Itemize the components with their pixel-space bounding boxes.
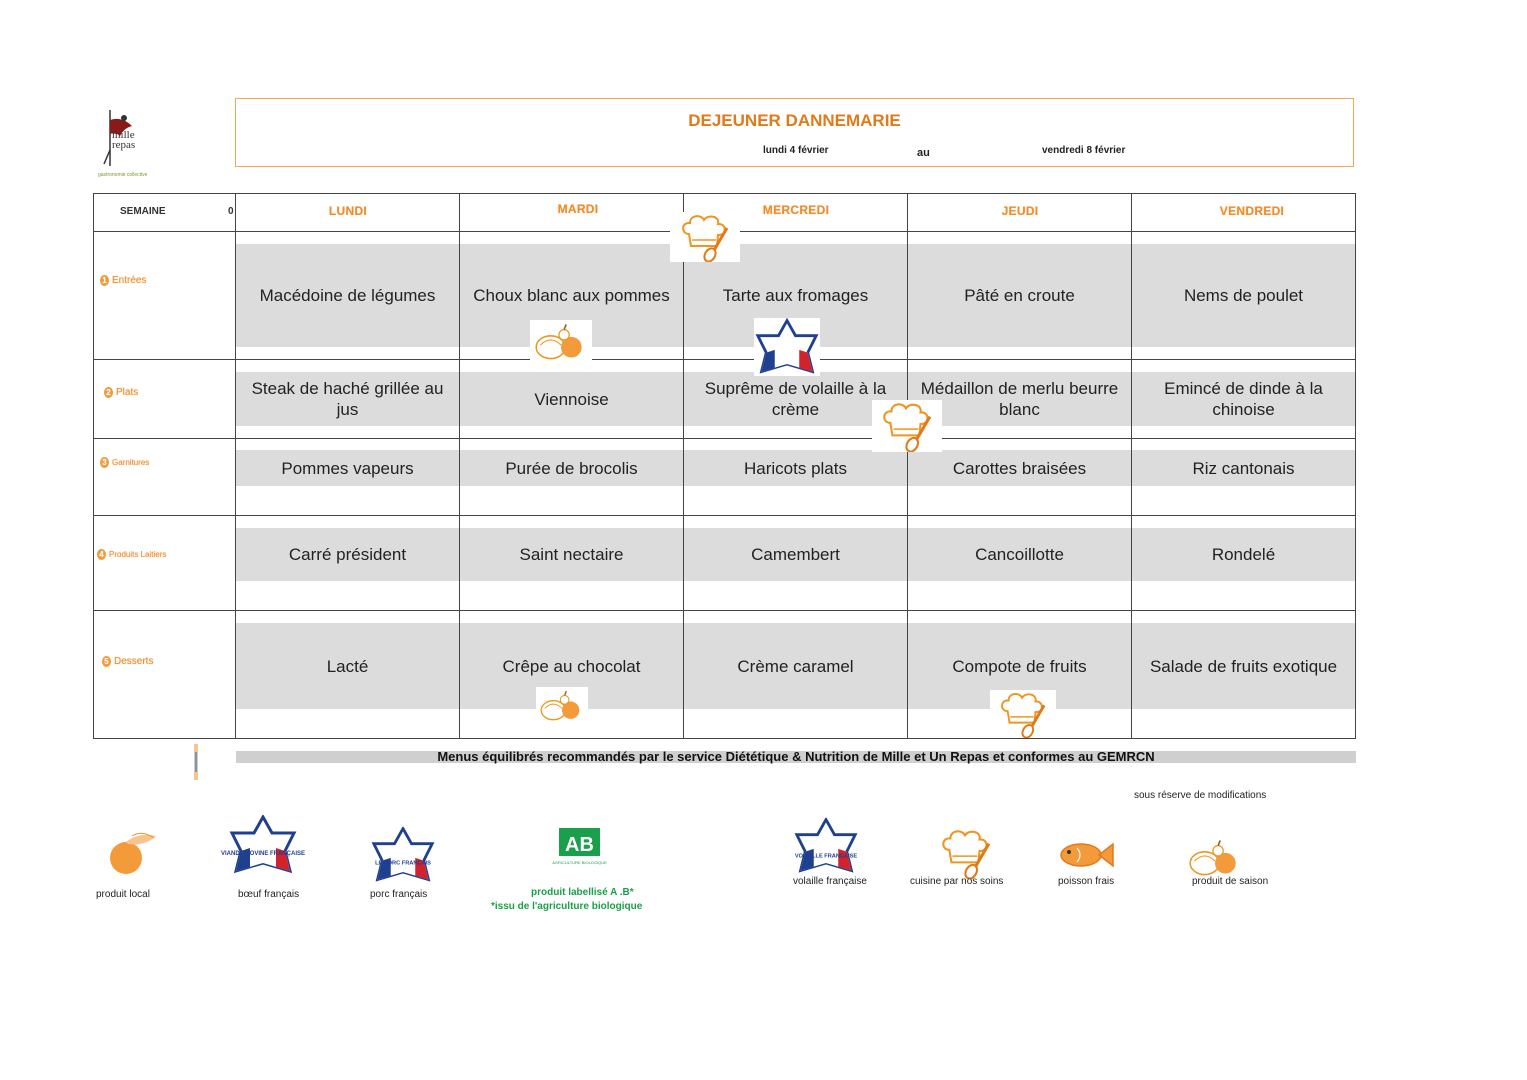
category-plats <box>104 387 138 398</box>
category-desserts <box>102 656 153 667</box>
menu-cell: Pâté en croute <box>908 244 1131 347</box>
menu-cell: Steak de haché grillée au jus <box>236 372 459 426</box>
semaine-number: 0 <box>228 206 234 217</box>
logo-text: mille repas <box>112 129 136 151</box>
category-number: 4 <box>97 549 106 560</box>
date-from: lundi 4 février <box>763 145 829 156</box>
menu-cell: Tarte aux fromages <box>684 244 907 347</box>
date-to: vendredi 8 février <box>1042 145 1126 156</box>
produit-saison-icon <box>530 320 592 362</box>
decorative-stripe-icon <box>193 744 200 780</box>
menu-cell: Macédoine de légumes <box>236 244 459 347</box>
banner-text: Menus équilibrés recommandés par le service Diététique & Nutrition de Mille et Un Repas et conformes au GEMRCN <box>437 749 1155 764</box>
logo-text: AB <box>565 834 594 856</box>
menu-cell: Médaillon de merlu beurre blanc <box>908 372 1131 426</box>
reserve-note: sous réserve de modifications <box>1134 790 1267 801</box>
legend-label: bœuf français <box>238 889 300 900</box>
menu-cell: Lacté <box>236 623 459 709</box>
menu-cell: Choux blanc aux pommes <box>460 244 683 347</box>
menu-cell: Cancoillotte <box>908 528 1131 581</box>
legend-label-bio: produit labellisé A .B* <box>531 887 634 898</box>
menu-cell: Emincé de dinde à la chinoise <box>1132 372 1355 426</box>
logo-text: VIANDE BOVINE FRANÇAISE <box>220 851 306 857</box>
poisson-frais-icon <box>1055 838 1115 872</box>
menu-cell: Salade de fruits exotique <box>1132 623 1355 709</box>
category-label: Desserts <box>114 656 154 667</box>
page-title: DEJEUNER DANNEMARIE <box>688 111 901 130</box>
menu-cell: Rondelé <box>1132 528 1355 581</box>
produit-saison-icon <box>1184 836 1246 878</box>
menu-cell: Viennoise <box>460 372 683 426</box>
cuisine-maison-icon <box>934 827 998 879</box>
cuisine-maison-icon <box>990 690 1056 738</box>
title-box <box>235 98 1354 167</box>
grid-divider <box>93 515 1356 516</box>
category-label: Plats <box>116 387 139 398</box>
semaine-label: SEMAINE <box>120 206 166 217</box>
menu-cell: Carré président <box>236 528 459 581</box>
category-label: Garnitures <box>112 458 150 467</box>
agriculture-biologique-icon <box>552 822 607 870</box>
menu-cell: Carottes braisées <box>908 450 1131 486</box>
legend-label: volaille française <box>793 876 867 887</box>
legend-label: cuisine par nos soins <box>910 876 1004 887</box>
logo-text: AGRICULTURE BIOLOGIQUE <box>552 860 607 865</box>
menu-cell: Suprême de volaille à la crème <box>684 372 907 426</box>
grid-divider <box>93 610 1356 611</box>
grid-divider <box>93 438 1356 439</box>
produit-local-icon <box>98 826 168 876</box>
menu-cell: Purée de brocolis <box>460 450 683 486</box>
day-header-lundi: LUNDI <box>328 204 368 218</box>
legend-label-bio-note: *issu de l'agriculture biologique <box>491 901 643 912</box>
legend-label: porc français <box>370 889 428 900</box>
cuisine-maison-icon <box>670 212 740 262</box>
menu-cell: Nems de poulet <box>1132 244 1355 347</box>
menu-cell: Riz cantonais <box>1132 450 1355 486</box>
category-label: Produits Laitiers <box>109 550 167 559</box>
cuisine-maison-icon <box>872 400 942 452</box>
menu-cell: Pommes vapeurs <box>236 450 459 486</box>
logo-subtitle: gastronomie collective <box>98 172 148 178</box>
legend-label: produit de saison <box>1192 876 1269 887</box>
volaille-francaise-icon <box>793 816 859 876</box>
volaille-francaise-icon <box>754 318 820 376</box>
produit-saison-icon <box>536 687 588 723</box>
logo-text: VOLAILLE FRANÇAISE <box>794 853 858 860</box>
menu-cell: Saint nectaire <box>460 528 683 581</box>
porc-francais-icon <box>370 825 436 885</box>
day-header-jeudi: JEUDI <box>1001 204 1039 218</box>
legend-label: poisson frais <box>1058 876 1115 887</box>
menu-cell: Camembert <box>684 528 907 581</box>
menu-cell: Compote de fruits <box>908 623 1131 709</box>
logo-text: LE PORC FRANÇAIS <box>375 860 431 867</box>
day-header-mercredi: MERCREDI <box>762 203 830 217</box>
menu-cell: Haricots plats <box>684 450 907 486</box>
menu-cell: Crêpe au chocolat <box>460 623 683 709</box>
grid-divider <box>93 359 1356 360</box>
viande-bovine-francaise-icon <box>220 812 306 878</box>
category-produits-laitiers <box>97 549 166 560</box>
category-number: 2 <box>104 387 113 398</box>
category-label: Entrées <box>112 275 147 286</box>
day-header-vendredi: VENDREDI <box>1219 204 1285 218</box>
legend-label: produit local <box>96 889 150 900</box>
category-entrees <box>100 275 146 286</box>
category-number: 3 <box>100 457 109 468</box>
category-garnitures <box>100 457 149 468</box>
category-number: 5 <box>102 656 111 667</box>
category-number: 1 <box>100 275 109 286</box>
date-separator: au <box>917 147 930 159</box>
menu-cell: Crème caramel <box>684 623 907 709</box>
mille-repas-logo <box>98 106 146 180</box>
day-header-mardi: MARDI <box>557 202 599 216</box>
